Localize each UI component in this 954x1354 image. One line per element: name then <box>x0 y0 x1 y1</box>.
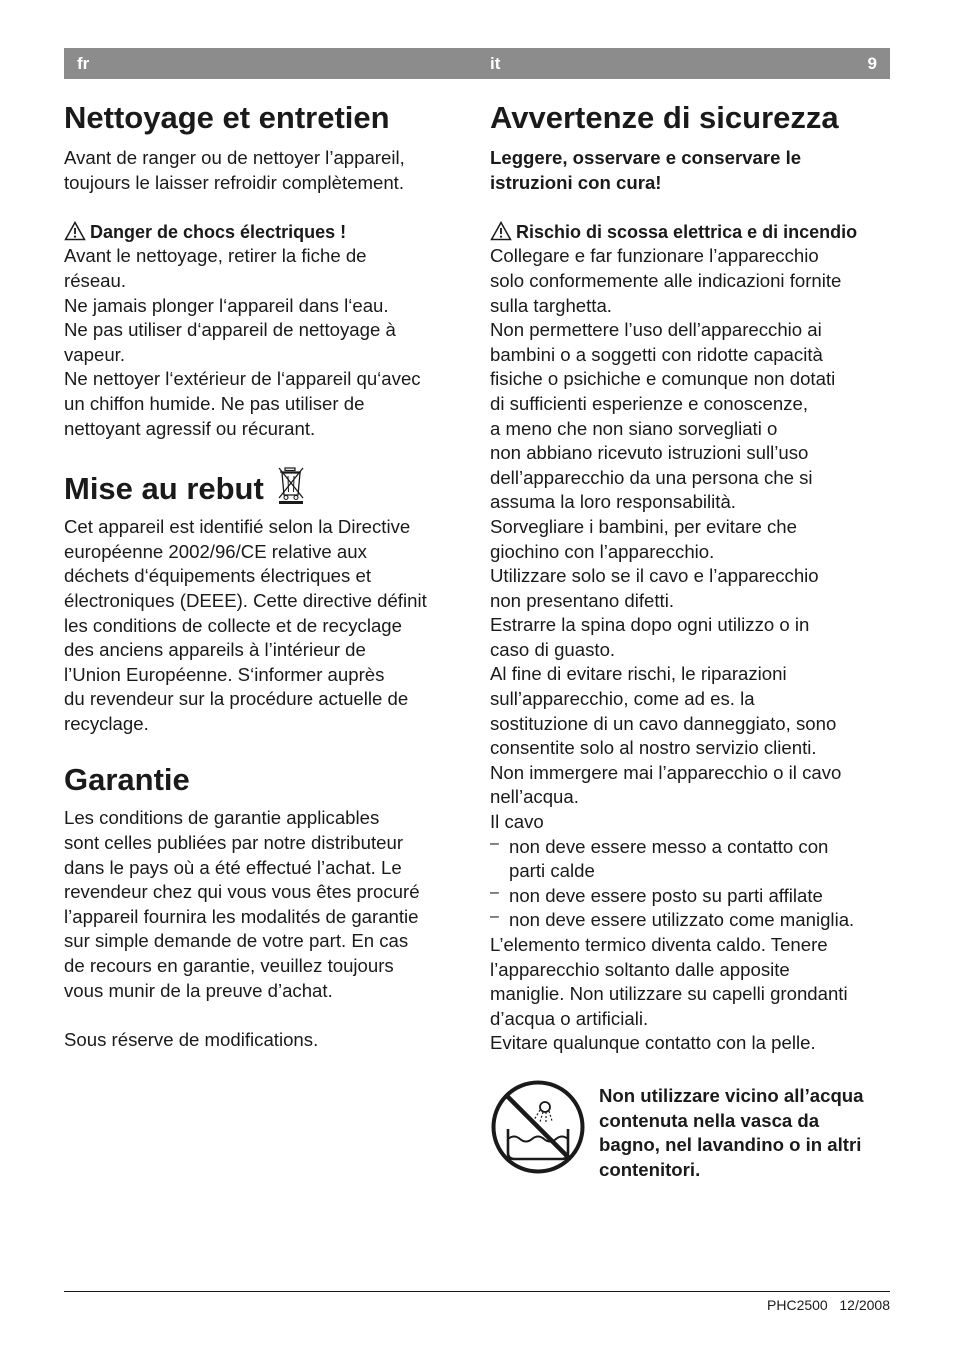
heading-disposal-text: Mise au rebut <box>64 471 264 507</box>
disposal-line: les conditions de collecte et de recyclage <box>64 614 402 636</box>
heading-cleaning: Nettoyage et entretien <box>64 100 390 135</box>
safety-line: sull’apparecchio, come ad es. la <box>490 688 755 710</box>
safety-line: sulla targhetta. <box>490 294 612 316</box>
warning-line: Avant le nettoyage, retirer la fiche de <box>64 245 367 267</box>
safety-line: solo conformemente alle indicazioni fornite <box>490 269 842 291</box>
safety-line: bambini o a soggetti con ridotte capacità <box>490 343 823 365</box>
safety-line: consentite solo al nostro servizio clienti. <box>490 737 817 759</box>
safety-line: Collegare e far funzionare l’apparecchio <box>490 245 819 267</box>
dash-marker: – <box>490 834 499 852</box>
safety-line: maniglie. Non utilizzare su capelli grondanti <box>490 983 848 1005</box>
safety-line: Non permettere l’uso dell’apparecchio ai <box>490 319 822 341</box>
disposal-line: électroniques (DEEE). Cette directive définit <box>64 589 427 611</box>
intro-bold-line: istruzioni con cura! <box>490 171 662 193</box>
footer-model: PHC2500 <box>767 1297 828 1313</box>
warranty-line: l’appareil fournira les modalités de garantie <box>64 905 419 927</box>
safety-line: Utilizzare solo se il cavo e l’apparecchio <box>490 565 819 587</box>
safety-line: a meno che non siano sorvegliati o <box>490 417 778 439</box>
safety-line: Non immergere mai l’apparecchio o il cavo <box>490 761 842 783</box>
cable-list-item <box>490 908 895 933</box>
safety-line: Estrarre la spina dopo ogni utilizzo o in <box>490 614 810 636</box>
warranty-line: dans le pays où a été effectué l’achat. Le <box>64 856 402 878</box>
warning-title-it <box>490 220 895 245</box>
footer-rule <box>64 1291 890 1292</box>
warning-title-text: Rischio di scossa elettrica e di incendio <box>516 221 858 242</box>
page-number: 9 <box>867 54 877 73</box>
safety-line: di sufficienti esperienze e conoscenze, <box>490 392 809 414</box>
warning-line: un chiffon humide. Ne pas utiliser de <box>64 392 365 414</box>
heading-disposal <box>64 465 469 511</box>
safety-line: caso di guasto. <box>490 638 616 660</box>
safety-line: sostituzione di un cavo danneggiato, sono <box>490 712 837 734</box>
safety-line: assuma la loro responsabilità. <box>490 491 736 513</box>
cable-item-line: non deve essere posto su parti affilate <box>509 884 823 906</box>
cleaning-intro-line: toujours le laisser refroidir complètement. <box>64 171 404 193</box>
disposal-line: européenne 2002/96/CE relative aux <box>64 540 367 562</box>
warranty-line: sur simple demande de votre part. En cas <box>64 930 409 952</box>
cable-item-line: parti calde <box>509 860 595 882</box>
heading-warranty: Garantie <box>64 762 190 798</box>
page-header-bar <box>64 48 890 79</box>
disposal-line: déchets d‘équipements électriques et <box>64 565 371 587</box>
right-column <box>490 96 895 1056</box>
warning-line: réseau. <box>64 269 127 291</box>
disposal-line: recyclage. <box>64 712 149 734</box>
warranty-line: revendeur chez qui vous vous êtes procuré <box>64 881 420 903</box>
warning-line: nettoyant agressif ou récurant. <box>64 417 316 439</box>
footer-date: 12/2008 <box>839 1297 890 1313</box>
left-column <box>64 96 469 1052</box>
safety-line: dell’apparecchio da una persona che si <box>490 466 813 488</box>
safety-line: Il cavo <box>490 811 544 833</box>
safety-line: fisiche o psichiche e comunque non dotati <box>490 368 836 390</box>
water-warning-text <box>599 1084 894 1182</box>
water-warning-line: Non utilizzare vicino all’acqua <box>599 1085 864 1106</box>
warning-line: Ne jamais plonger l‘appareil dans l‘eau. <box>64 294 389 316</box>
warranty-line: Les conditions de garantie applicables <box>64 807 380 829</box>
cable-item-line: non deve essere messo a contatto con <box>509 835 829 857</box>
safety-line: L’elemento termico diventa caldo. Tenere <box>490 934 828 955</box>
safety-line: non abbiano ricevuto istruzioni sull’uso <box>490 442 809 464</box>
reserve-note: Sous réserve de modifications. <box>64 1028 319 1050</box>
footer-info <box>767 1297 890 1313</box>
water-warning-line: bagno, nel lavandino o in altri <box>599 1134 862 1156</box>
no-water-icon <box>490 1079 586 1175</box>
safety-line: nell’acqua. <box>490 786 579 808</box>
weee-bin-icon <box>276 465 306 505</box>
warranty-line: de recours en garantie, veuillez toujours <box>64 955 394 977</box>
disposal-line: l’Union Européenne. S‘informer auprès <box>64 663 385 685</box>
safety-line: Al fine di evitare rischi, le riparazioni <box>490 663 787 685</box>
disposal-line: Cet appareil est identifié selon la Directive <box>64 516 411 538</box>
safety-line: giochino con l’apparecchio. <box>490 540 715 562</box>
warning-line: vapeur. <box>64 343 125 365</box>
warning-triangle-icon <box>64 221 86 241</box>
warning-title-text: Danger de chocs électriques ! <box>90 221 347 242</box>
safety-line: l’apparecchio soltanto dalle apposite <box>490 958 790 980</box>
dash-marker: – <box>490 908 499 926</box>
disposal-line: des anciens appareils à l’intérieur de <box>64 639 366 661</box>
warranty-line: vous munir de la preuve d’achat. <box>64 979 333 1001</box>
safety-line: d’acqua o artificiali. <box>490 1007 649 1029</box>
disposal-line: du revendeur sur la procédure actuelle de <box>64 688 409 710</box>
dash-marker: – <box>490 883 499 901</box>
warning-line: Ne nettoyer l‘extérieur de l‘appareil qu‘avec <box>64 368 421 390</box>
cable-item-line: non deve essere utilizzato come maniglia. <box>509 909 855 931</box>
cable-list-item <box>490 884 895 909</box>
header-lang-fr: fr <box>77 54 90 73</box>
intro-bold-line: Leggere, osservare e conservare le <box>490 147 802 168</box>
cleaning-intro-line: Avant de ranger ou de nettoyer l’appareil, <box>64 147 405 168</box>
warning-title-fr <box>64 220 469 245</box>
safety-line: Sorvegliare i bambini, per evitare che <box>490 515 797 537</box>
warranty-line: sont celles publiées par notre distributeur <box>64 832 404 854</box>
warning-line: Ne pas utiliser d‘appareil de nettoyage à <box>64 319 396 341</box>
water-warning-line: contenitori. <box>599 1158 701 1180</box>
cable-list-item <box>490 835 895 884</box>
water-warning-line: contenuta nella vasca da <box>599 1109 820 1131</box>
header-lang-it: it <box>490 54 501 73</box>
safety-line: non presentano difetti. <box>490 589 675 611</box>
heading-safety: Avvertenze di sicurezza <box>490 100 839 135</box>
safety-line: Evitare qualunque contatto con la pelle. <box>490 1032 816 1054</box>
warning-triangle-icon <box>490 221 512 241</box>
